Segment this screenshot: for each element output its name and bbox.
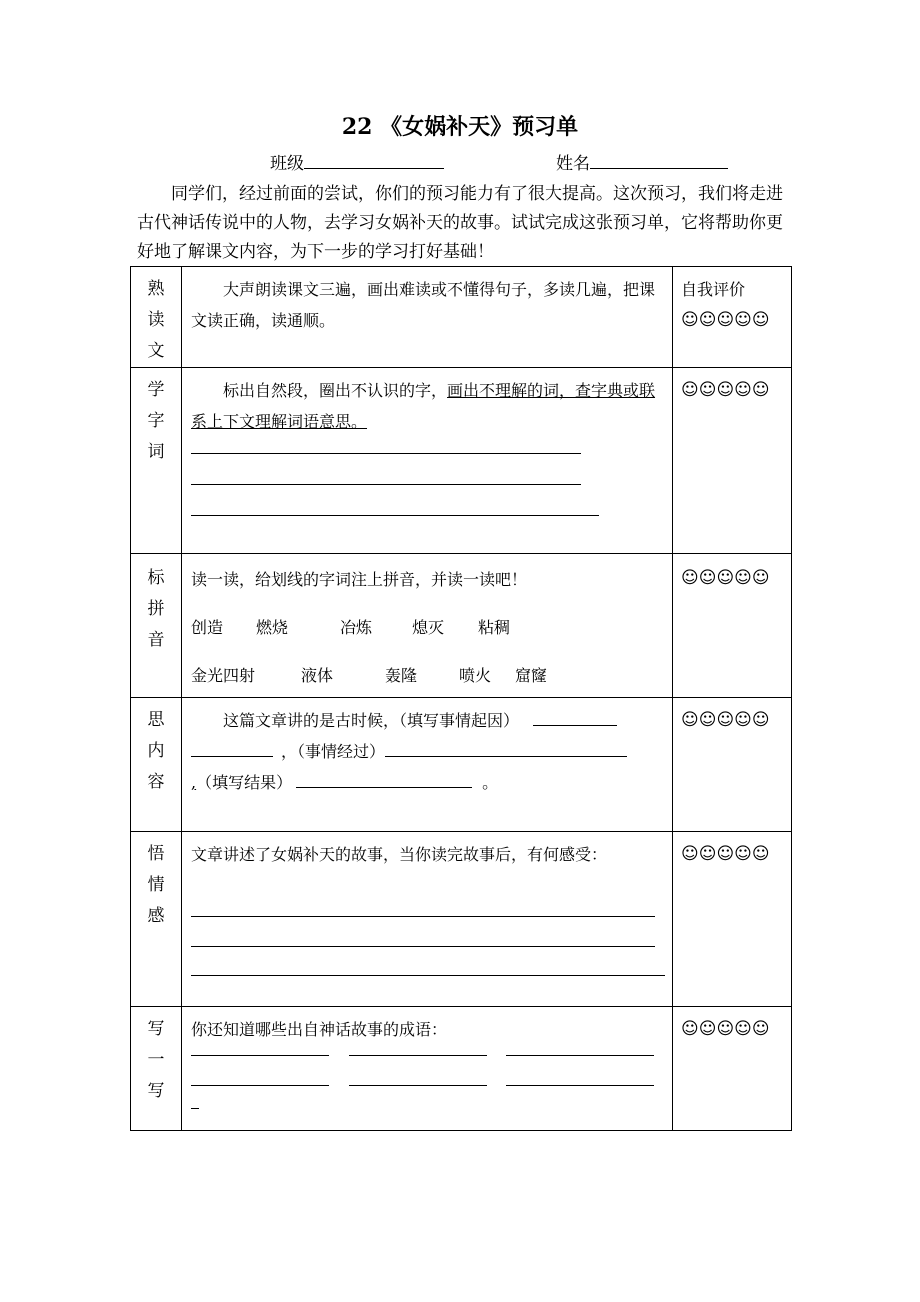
process-blank[interactable] xyxy=(385,738,627,757)
reading-instruction: 大声朗读课文三遍，画出难读或不懂得句子，多读几遍，把课文读正确，读通顺。 xyxy=(191,280,656,330)
word-item: 窟窿 xyxy=(515,666,548,685)
idiom-blank[interactable] xyxy=(191,1085,329,1086)
idiom-blank[interactable] xyxy=(506,1085,654,1086)
smiley-rating[interactable]: ☺☺☺☺☺ xyxy=(681,380,770,400)
table-row xyxy=(131,267,792,368)
answer-line[interactable] xyxy=(191,975,665,976)
row-label: 熟 读 文 xyxy=(147,279,165,361)
smiley-rating[interactable]: ☺☺☺☺☺ xyxy=(681,844,770,864)
result-blank[interactable] xyxy=(296,769,472,788)
page-title: 22 《女娲补天》预习单 xyxy=(341,114,579,140)
word-item: 燃烧 xyxy=(256,618,289,637)
answer-line[interactable] xyxy=(191,453,581,454)
idiom-blank[interactable] xyxy=(349,1085,487,1086)
smiley-rating[interactable]: ☺☺☺☺☺ xyxy=(681,710,770,730)
vocab-instruction: 标出自然段，圈出不认识的字，画出不理解的词，查字典或联系上下文理解词语意思。 xyxy=(191,381,656,431)
class-field xyxy=(270,150,444,176)
name-field xyxy=(556,150,728,176)
word-item: 液体 xyxy=(301,666,334,685)
word-item: 冶炼 xyxy=(340,618,373,637)
idiom-question: 你还知道哪些出自神话故事的成语： xyxy=(191,1020,448,1039)
word-list xyxy=(191,612,664,643)
word-item: 喷火 xyxy=(459,666,492,685)
word-item: 粘稠 xyxy=(478,618,511,637)
table-row xyxy=(131,1007,792,1131)
word-list xyxy=(191,660,664,691)
word-item: 熄灭 xyxy=(412,618,445,637)
idiom-blank[interactable] xyxy=(191,1108,199,1109)
idiom-blank[interactable] xyxy=(506,1055,654,1056)
row-label: 思 内 容 xyxy=(147,710,165,792)
table-row: 思 内 容 这篇文章讲的是古时候，（填写事情起因） ，（事情经过） ,（填写结果） 。 ☺☺☺☺☺ xyxy=(131,698,792,832)
answer-line[interactable] xyxy=(191,515,599,516)
class-label: 班级 xyxy=(270,154,304,174)
pinyin-instruction: 读一读，给划线的字词注上拼音，并读一读吧！ xyxy=(191,570,528,589)
word-item: 创造 xyxy=(191,618,224,637)
table-row xyxy=(131,368,792,554)
table-row xyxy=(131,832,792,1007)
word-item: 轰隆 xyxy=(385,666,418,685)
row-label: 学 字 词 xyxy=(147,380,165,462)
content-question: 这篇文章讲的是古时候，（填写事情起因） xyxy=(191,705,664,736)
idiom-blank[interactable] xyxy=(349,1055,487,1056)
smiley-rating[interactable]: ☺☺☺☺☺ xyxy=(681,310,770,330)
row-label: 标 拼 音 xyxy=(147,568,165,650)
smiley-rating[interactable]: ☺☺☺☺☺ xyxy=(681,1019,770,1039)
smiley-rating[interactable]: ☺☺☺☺☺ xyxy=(681,568,770,588)
word-item: 金光四射 xyxy=(191,666,256,685)
table-row xyxy=(131,554,792,698)
class-blank[interactable] xyxy=(304,150,444,169)
row-label: 写 一 写 xyxy=(147,1019,165,1101)
self-eval-label: 自我评价 xyxy=(681,280,746,299)
answer-line[interactable] xyxy=(191,946,655,947)
blank-line[interactable] xyxy=(191,738,273,757)
answer-line[interactable] xyxy=(191,916,655,917)
cause-blank[interactable] xyxy=(533,707,617,726)
intro-paragraph: 同学们，经过前面的尝试，你们的预习能力有了很大提高。这次预习，我们将走进古代神话传说中的人物，去学习女娲补天的故事。试试完成这张预习单，它将帮助你更好地了解课文内容，为下一步的学习打好基础！ xyxy=(137,184,783,262)
preview-table xyxy=(130,266,792,1131)
feeling-question: 文章讲述了女娲补天的故事，当你读完故事后，有何感受： xyxy=(191,845,608,864)
idiom-blank[interactable] xyxy=(191,1055,329,1056)
name-blank[interactable] xyxy=(590,150,728,169)
answer-line[interactable] xyxy=(191,484,581,485)
row-label: 悟 情 感 xyxy=(147,844,165,926)
name-label: 姓名 xyxy=(556,154,590,174)
